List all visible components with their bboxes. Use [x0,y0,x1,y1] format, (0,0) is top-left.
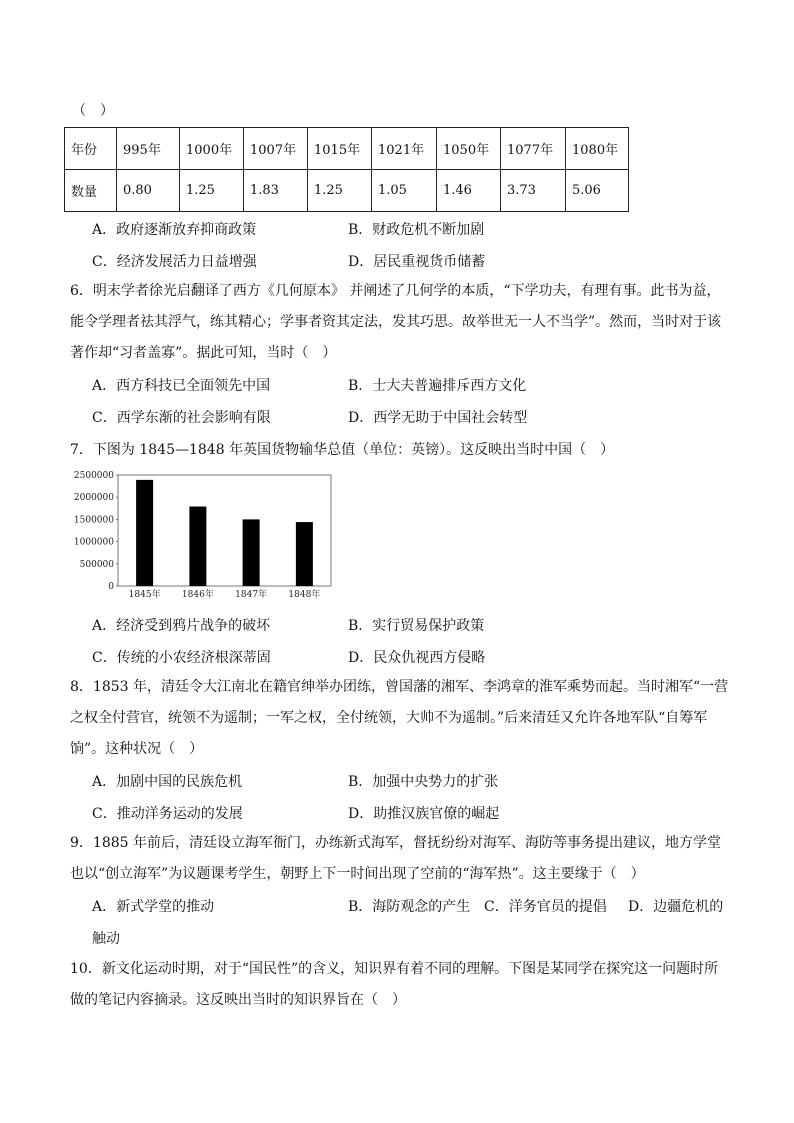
table-row [65,170,629,212]
q5-option-d[interactable]: D．居民重视货币储蓄 [348,254,486,270]
q10-stem: 10．新文化运动时期，对于“国民性”的含义，知识界有着不同的理解。下图是某同学在探究这一问题时所做的笔记内容摘录。这反映出当时的知识界旨在（ ） [70,961,719,1008]
q9-option-d[interactable]: D．边疆危机的 [628,899,724,915]
x-tick-label: 1848年 [288,590,321,600]
table-cell: 5.06 [566,170,629,212]
q9-option-c[interactable]: C．洋务官员的提倡 [484,899,607,915]
x-tick-label: 1846年 [181,590,214,600]
q7-option-c[interactable]: C．传统的小农经济根深蒂固 [92,650,271,666]
q7-option-b[interactable]: B．实行贸易保护政策 [348,618,485,634]
bar [243,519,260,586]
bar [189,507,206,586]
table-cell: 1.25 [308,170,372,212]
table-cell: 1050年 [437,128,501,170]
q5-option-a[interactable]: A．政府逐渐放弃抑商政策 [92,222,257,238]
y-tick-label: 1000000 [73,537,114,548]
q9-option-a[interactable]: A．新式学堂的推动 [92,899,215,915]
q5-option-c[interactable]: C．经济发展活力日益增强 [92,254,257,270]
q6-option-c[interactable]: C．西学东渐的社会影响有限 [92,410,271,426]
q6-option-a[interactable]: A．西方科技已全面领先中国 [92,378,271,394]
q9-option-b[interactable]: B．海防观念的产生 [348,899,471,915]
q8-option-b[interactable]: B．加强中央势力的扩张 [348,774,499,790]
table-cell: 1015年 [308,128,372,170]
x-tick-label: 1845年 [128,590,161,600]
x-tick-label: 1847年 [235,590,268,600]
q9-option-d-continued: 触动 [92,931,120,947]
table-cell: 0.80 [117,170,180,212]
table-cell: 995年 [117,128,180,170]
table-cell: 1077年 [501,128,566,170]
q5-answer-paren: （ ） [72,103,114,119]
bar [136,480,153,586]
q8-stem: 8．1853 年，清廷令大江南北在籍官绅举办团练，曾国藩的湘军、李鸿章的淮军乘势而起。当时湘军“一营之权全付营官，统领不为遥制；一军之权，全付统领，大帅不为遥制。”后来清廷又允许各地军队“自筹军饷”。这种状况（ ） [70,679,729,757]
q6-option-d[interactable]: D．西学无助于中国社会转型 [348,410,528,426]
q6-stem: 6．明末学者徐光启翻译了西方《几何原本》 并阐述了几何学的本质，“下学功夫，有理有事。此书为益，能令学理者祛其浮气，练其精心；学事者资其定法，发其巧思。故举世无一人不当学”。然而，当时对于该著作却“习者盖寡”。据此可知，当时（ ） [70,283,722,361]
table-cell: 1000年 [180,128,244,170]
q9-stem: 9．1885 年前后，清廷设立海军衙门，办练新式海军，督抚纷纷对海军、海防等事务提出建议，地方学堂也以“创立海军”为议题课考学生，朝野上下一时间出现了空前的“海军热”。这主要缘于（ ） [70,835,721,882]
y-tick-label: 500000 [79,559,114,570]
table-cell: 1007年 [244,128,308,170]
table-cell: 3.73 [501,170,566,212]
bar [296,522,313,586]
q6-option-b[interactable]: B．士大夫普遍排斥西方文化 [348,378,527,394]
table-row [65,128,629,170]
table-cell: 1080年 [566,128,629,170]
table-cell: 1.25 [180,170,244,212]
table-cell: 1.05 [372,170,437,212]
q5-option-b[interactable]: B．财政危机不断加剧 [348,222,485,238]
table-cell: 1021年 [372,128,437,170]
q7-option-a[interactable]: A．经济受到鸦片战争的破坏 [92,618,271,634]
table-header-label: 年份 [65,128,117,170]
q5-data-table [64,127,629,212]
y-tick-label: 1500000 [73,515,114,526]
table-cell: 1.46 [437,170,501,212]
y-tick-label: 0 [108,582,114,592]
q8-option-d[interactable]: D．助推汉族官僚的崛起 [348,806,500,822]
q8-option-a[interactable]: A．加剧中国的民族危机 [92,774,243,790]
y-tick-label: 2500000 [73,471,114,481]
q8-option-c[interactable]: C．推动洋务运动的发展 [92,806,243,822]
table-cell: 1.83 [244,170,308,212]
q7-option-d[interactable]: D．民众仇视西方侵略 [348,650,486,666]
bar-chart [64,465,344,605]
table-row-label: 数量 [65,170,117,212]
y-tick-label: 2000000 [73,493,114,504]
q7-stem: 7．下图为 1845—1848 年英国货物输华总值（单位：英镑）。这反映出当时中国（ ） [70,442,615,458]
